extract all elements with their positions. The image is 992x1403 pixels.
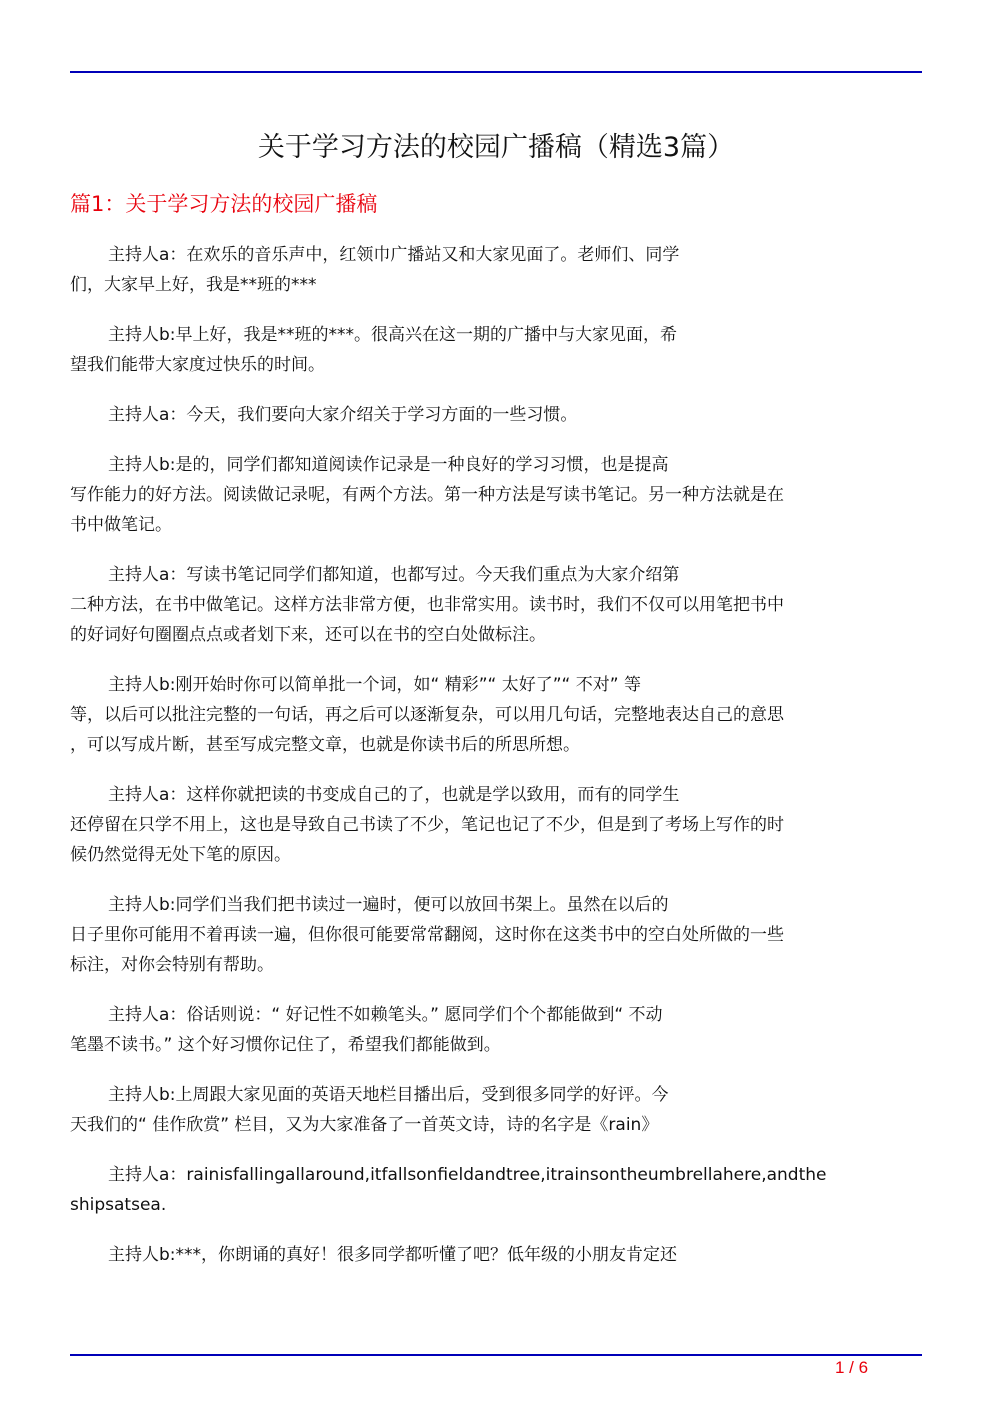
- text-line: 主持人b:***，你朗诵的真好！很多同学都听懂了吧？低年级的小朋友肯定还: [108, 1245, 678, 1265]
- text-line: 主持人b:上周跟大家见面的英语天地栏目播出后，受到很多同学的好评。今: [108, 1085, 669, 1105]
- text-line: 主持人a：rainisfallingallaround,itfallsonfieldandtree,itrainsontheumbrellahere,andthe: [108, 1165, 827, 1185]
- paragraph: [70, 890, 920, 980]
- text-line: 主持人b:同学们当我们把书读过一遍时，便可以放回书架上。虽然在以后的: [108, 895, 669, 915]
- text-line: 的好词好句圈圈点点或者划下来，还可以在书的空白处做标注。: [70, 625, 546, 645]
- text-line: shipsatsea.: [70, 1195, 167, 1215]
- text-line: ，可以写成片断，甚至写成完整文章，也就是你读书后的所思所想。: [70, 735, 580, 755]
- document-title: 关于学习方法的校园广播稿（精选3篇）: [257, 132, 735, 163]
- header-rule: [70, 71, 922, 73]
- paragraph: [70, 1080, 920, 1140]
- text-line: 主持人a：今天，我们要向大家介绍关于学习方面的一些习惯。: [108, 405, 578, 425]
- text-line: 天我们的“ 佳作欣赏” 栏目，又为大家准备了一首英文诗，诗的名字是《rain》: [70, 1115, 659, 1135]
- text-line: 主持人a：写读书笔记同学们都知道，也都写过。今天我们重点为大家介绍第: [108, 565, 680, 585]
- text-line: 主持人a：俗话则说：“ 好记性不如赖笔头。” 愿同学们个个都能做到“ 不动: [108, 1005, 663, 1025]
- text-line: 书中做笔记。: [70, 515, 172, 535]
- paragraph: [70, 1240, 920, 1270]
- paragraph: [70, 780, 920, 870]
- paragraph: [70, 400, 920, 430]
- text-line: 望我们能带大家度过快乐的时间。: [70, 355, 325, 375]
- paragraph: [70, 560, 920, 650]
- paragraph: [70, 240, 920, 300]
- paragraph: [70, 450, 920, 540]
- text-line: 主持人a：在欢乐的音乐声中，红领巾广播站又和大家见面了。老师们、同学: [108, 245, 680, 265]
- text-line: 日子里你可能用不着再读一遍，但你很可能要常常翻阅，这时你在这类书中的空白处所做的一些: [70, 925, 784, 945]
- text-line: 笔墨不读书。” 这个好习惯你记住了，希望我们都能做到。: [70, 1035, 501, 1055]
- text-line: 等，以后可以批注完整的一句话，再之后可以逐渐复杂，可以用几句话，完整地表达自己的意思: [70, 705, 784, 725]
- text-line: 主持人a：这样你就把读的书变成自己的了，也就是学以致用，而有的同学生: [108, 785, 680, 805]
- text-line: 候仍然觉得无处下笔的原因。: [70, 845, 291, 865]
- text-line: 标注，对你会特别有帮助。: [70, 955, 274, 975]
- paragraph: [70, 1000, 920, 1060]
- text-line: 主持人b:早上好，我是**班的***。很高兴在这一期的广播中与大家见面，希: [108, 325, 678, 345]
- section-heading: 篇1：关于学习方法的校园广播稿: [70, 192, 378, 216]
- text-line: 二种方法，在书中做笔记。这样方法非常方便，也非常实用。读书时，我们不仅可以用笔把书中: [70, 595, 784, 615]
- text-line: 还停留在只学不用上，这也是导致自己书读了不少，笔记也记了不少，但是到了考场上写作的时: [70, 815, 784, 835]
- text-line: 主持人b:刚开始时你可以简单批一个词，如“ 精彩”“ 太好了”“ 不对” 等: [108, 675, 641, 695]
- paragraph: [70, 670, 920, 760]
- text-line: 主持人b:是的，同学们都知道阅读作记录是一种良好的学习习惯，也是提高: [108, 455, 669, 475]
- document-body: [70, 240, 920, 1290]
- paragraph: [70, 1160, 920, 1220]
- text-line: 写作能力的好方法。阅读做记录呢，有两个方法。第一种方法是写读书笔记。另一种方法就是在: [70, 485, 784, 505]
- footer-rule: [70, 1354, 922, 1356]
- page-number: 1 / 6: [835, 1358, 869, 1377]
- text-line: 们，大家早上好，我是**班的***: [70, 275, 317, 295]
- paragraph: [70, 320, 920, 380]
